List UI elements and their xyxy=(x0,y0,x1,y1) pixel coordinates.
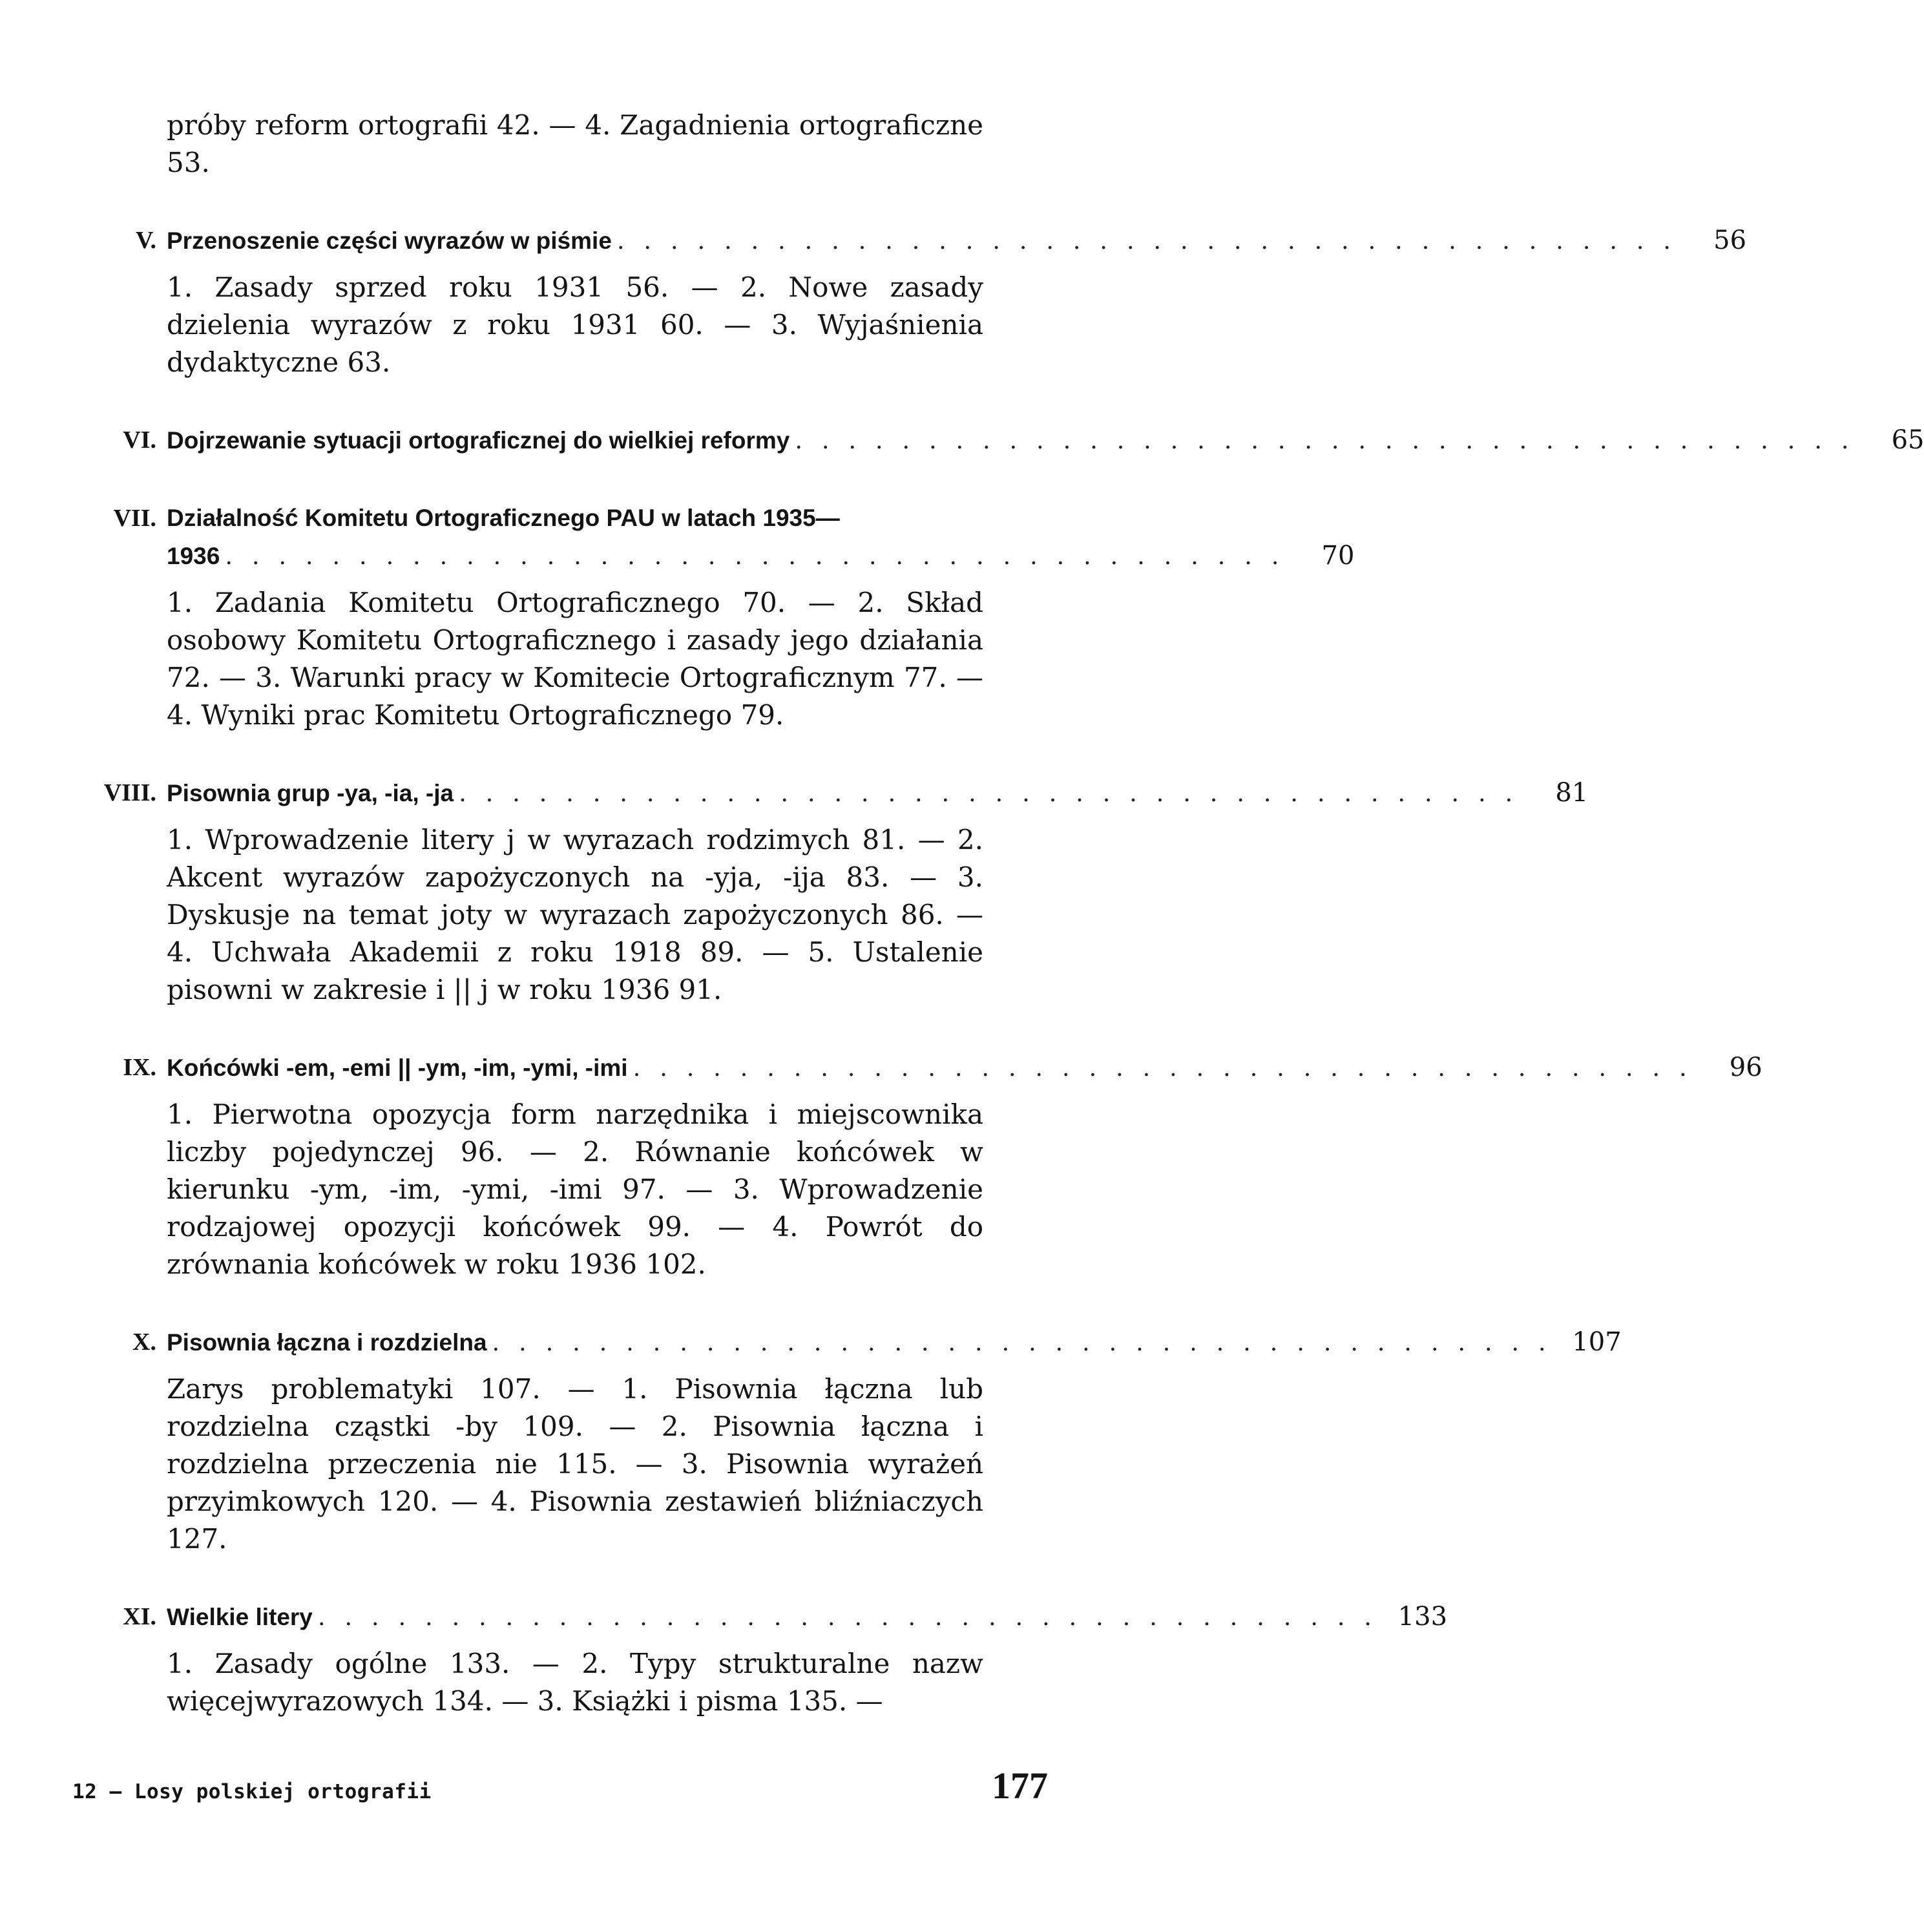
section-title: Wielkie litery xyxy=(167,1604,313,1630)
section-title-continued: 1936 xyxy=(167,543,220,569)
section-page: 56 xyxy=(1713,226,1747,255)
section-description: 1. Pierwotna opozycja form narzędnika i miejscownika liczby pojedynczej 96. — 2. Równanie końcówek w kierunku -ym, -im, -ymi, -imi 97. — 3. Wprowadzenie rodzajowej opozycji końcówek 99. — 4. Powrót do zrównania końcówek w roku 1936 102. xyxy=(167,1098,983,1280)
section-heading xyxy=(135,222,1747,260)
section-number: VIII. xyxy=(103,779,156,806)
section-heading xyxy=(123,421,1924,459)
section-title: Dojrzewanie sytuacji ortograficznej do wielkiej reformy xyxy=(167,427,790,454)
dot-leader: . . . . . . . . . . . . . . . . . . . . . . . . . . . . . . . . . . . . . . . . xyxy=(795,426,1855,454)
toc-entry-x xyxy=(132,1323,1622,1558)
section-page: 107 xyxy=(1572,1327,1622,1357)
section-description: 1. Zadania Komitetu Ortograficznego 70. — 2. Skład osobowy Komitetu Ortograficznego i zasady jego działania 72. — 3. Warunki pracy w Komitecie Ortograficznym 77. — 4. Wyniki prac Komitetu Ortograficznego 79. xyxy=(167,587,983,731)
dot-leader: . . . . . . . . . . . . . . . . . . . . . . . . . . . . . . . . . . . . . . . . xyxy=(616,227,1677,255)
section-page: 96 xyxy=(1729,1053,1762,1082)
section-page: 70 xyxy=(1321,541,1355,571)
continuation-text: próby reform ortografii 42. — 4. Zagadnienia ortograficzne 53. xyxy=(167,109,983,178)
section-title: Końcówki -em, -emi || -ym, -im, -ymi, -imi xyxy=(167,1055,628,1081)
printer-signature: 12 — Losy polskiej ortografii xyxy=(72,1780,432,1803)
section-heading xyxy=(132,1323,1622,1361)
section-number: VII. xyxy=(113,505,156,532)
section-number: X. xyxy=(132,1328,156,1356)
section-heading xyxy=(123,1598,1448,1636)
section-heading xyxy=(113,499,1355,575)
dot-leader: . . . . . . . . . . . . . . . . . . . . . . . . . . . . . . . . . . . . . . . . xyxy=(492,1328,1552,1356)
dot-leader: . . . . . . . . . . . . . . . . . . . . . . . . . . . . . . . . . . . . . . . . xyxy=(225,542,1285,570)
toc-entry-xi xyxy=(123,1598,1448,1720)
section-number: IX. xyxy=(123,1054,156,1081)
section-page: 65 xyxy=(1891,425,1924,455)
toc-entry-vi xyxy=(123,421,1924,459)
toc-entry-vii xyxy=(113,499,1355,734)
table-of-contents xyxy=(103,107,1924,1720)
section-number: V. xyxy=(135,227,156,254)
section-number: XI. xyxy=(123,1603,156,1630)
section-description: 1. Zasady ogólne 133. — 2. Typy strukturalne nazw więcejwyrazowych 134. — 3. Książki i pisma 135. — xyxy=(167,1648,983,1717)
section-heading xyxy=(103,774,1589,812)
section-title: Działalność Komitetu Ortograficznego PAU w latach 1935— xyxy=(167,505,840,531)
section-page: 133 xyxy=(1397,1602,1448,1632)
section-description: 1. Zasady sprzed roku 1931 56. — 2. Nowe zasady dzielenia wyrazów z roku 1931 60. — 3. Wyjaśnienia dydaktyczne 63. xyxy=(167,271,983,378)
toc-entry-ix xyxy=(123,1049,1762,1283)
section-title: Pisownia łączna i rozdzielna xyxy=(167,1329,487,1356)
page-footer xyxy=(72,1764,1048,1807)
section-page: 81 xyxy=(1555,778,1589,808)
dot-leader: . . . . . . . . . . . . . . . . . . . . . . . . . . . . . . . . . . . . . . . . xyxy=(633,1054,1693,1082)
section-title: Przenoszenie części wyrazów w piśmie xyxy=(167,227,612,254)
section-description: Zarys problematyki 107. — 1. Pisownia łączna lub rozdzielna cząstki -by 109. — 2. Pisownia łączna i rozdzielna przeczenia nie 115. — 3. Pisownia wyrażeń przyimkowych 120. — 4. Pisownia zestawień bliźniaczych 127. xyxy=(167,1373,983,1555)
section-number: VI. xyxy=(123,426,156,454)
dot-leader: . . . . . . . . . . . . . . . . . . . . . . . . . . . . . . . . . . . . . . . . xyxy=(317,1603,1378,1631)
toc-entry-viii xyxy=(103,774,1589,1009)
section-description: 1. Wprowadzenie litery j w wyrazach rodzimych 81. — 2. Akcent wyrazów zapożyczonych na -yja, -ija 83. — 3. Dyskusje na temat joty w wyrazach zapożyczonych 86. — 4. Uchwała Akademii z roku 1918 89. — 5. Ustalenie pisowni w zakresie i || j w roku 1936 91. xyxy=(167,824,983,1005)
dot-leader: . . . . . . . . . . . . . . . . . . . . . . . . . . . . . . . . . . . . . . . . xyxy=(459,779,1519,807)
page-number: 177 xyxy=(992,1765,1048,1807)
toc-entry-v xyxy=(135,222,1747,381)
section-heading xyxy=(123,1049,1762,1087)
section-title: Pisownia grup -ya, -ia, -ja xyxy=(167,780,454,806)
